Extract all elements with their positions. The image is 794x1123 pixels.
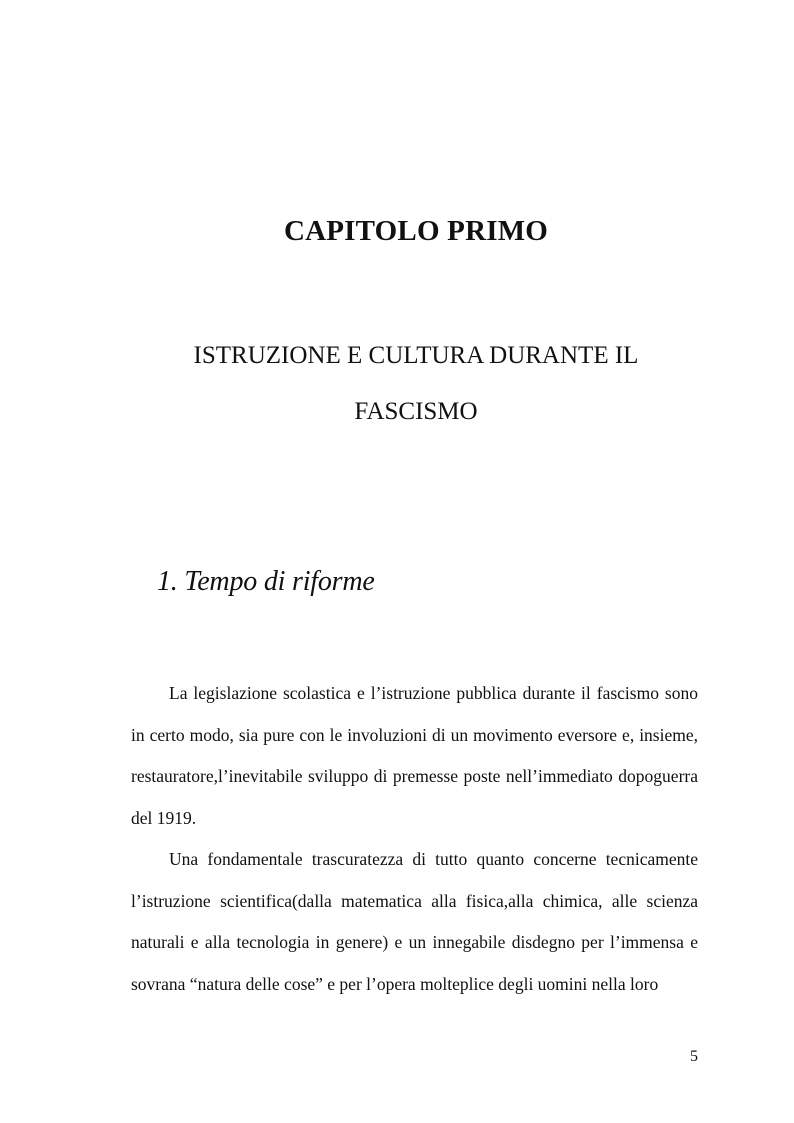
chapter-subtitle-line-1: ISTRUZIONE E CULTURA DURANTE IL <box>193 342 639 369</box>
body-text <box>131 673 698 1005</box>
chapter-subtitle-line-2: FASCISMO <box>354 398 478 425</box>
page-number: 5 <box>690 1048 698 1065</box>
chapter-heading: CAPITOLO PRIMO <box>283 215 549 247</box>
chapter-subtitle <box>0 328 794 440</box>
body-paragraph-2: Una fondamentale trascuratezza di tutto quanto concerne tecnicamente l’istruzione scientifica(dalla matematica alla fisica,alla chimica, alle scienza naturali e alla tecnologia in genere) e un innegabile disdegno per l’immensa e sovrana “natura delle cose” e per l’opera molteplice degli uomini nella loro <box>131 849 698 994</box>
body-paragraph-1: La legislazione scolastica e l’istruzione pubblica durante il fascismo sono in certo modo, sia pure con le involuzioni di un movimento eversore e, insieme, restauratore,l’inevitabile sviluppo di premesse poste nell’immediato dopoguerra del 1919. <box>131 683 698 828</box>
section-title: 1. Tempo di riforme <box>157 566 375 597</box>
